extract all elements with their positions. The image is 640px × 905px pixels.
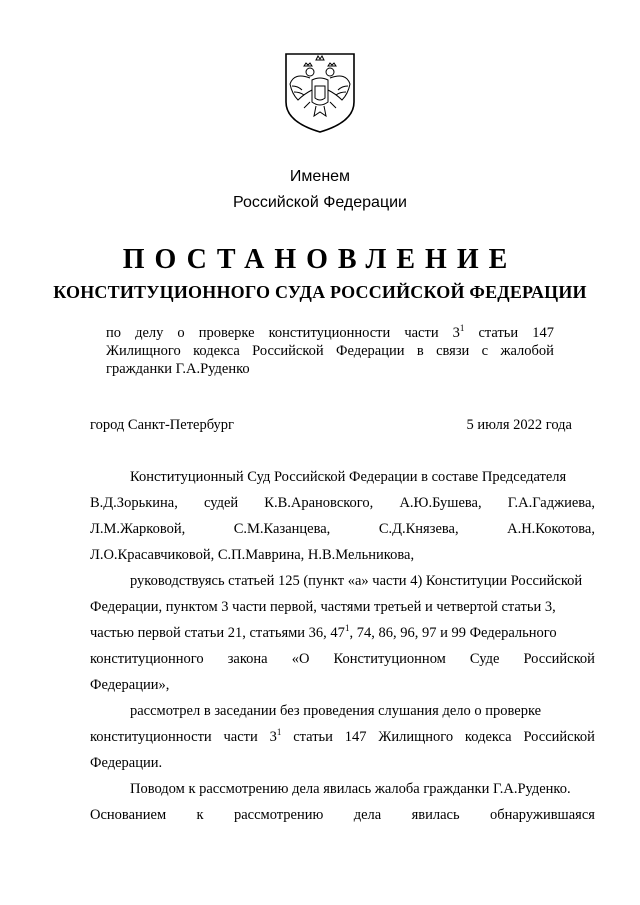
word: рассмотрению: [233, 807, 324, 823]
word: С.Д.Князева,: [378, 521, 459, 537]
document-subtitle: КОНСТИТУЦИОННОГО СУДА РОССИЙСКОЙ ФЕДЕРАЦИИ: [53, 282, 587, 302]
header-line-1: Именем: [289, 168, 351, 185]
word: Л.М.Жарковой,: [90, 521, 186, 537]
word: закона: [227, 651, 268, 667]
word: А.Н.Кокотова,: [507, 521, 595, 537]
word: Конституционном: [333, 651, 446, 667]
body-line: [90, 646, 595, 672]
body-line: Поводом к рассмотрению дела явилась жалоба гражданки Г.А.Руденко.: [130, 781, 571, 797]
word: $3^1$: [452, 323, 465, 341]
word: Российской: [523, 729, 595, 745]
word: Жилищного: [106, 343, 181, 359]
body-line: Федерации»,: [90, 677, 170, 693]
word: кодекса: [193, 343, 240, 359]
word: Федерации: [336, 343, 405, 359]
word: Основанием: [90, 807, 167, 823]
word: конституционности: [90, 729, 212, 745]
header-line-2: Российской Федерации: [233, 194, 407, 211]
word: проверке: [198, 325, 255, 341]
word: обнаружившаяся: [489, 807, 595, 823]
word: статьи: [478, 325, 519, 341]
word: С.М.Казанцева,: [233, 521, 331, 537]
word: Суде: [469, 651, 500, 667]
word: дела: [353, 807, 382, 823]
word: с: [481, 343, 489, 359]
word: $3^1$: [269, 727, 282, 745]
word: части: [404, 325, 439, 341]
case-line-2: [106, 342, 554, 360]
word: части: [223, 729, 258, 745]
body-line: [90, 490, 595, 516]
word: конституционного: [90, 651, 204, 667]
body-line: Конституционный Суд Российской Федерации в составе Председателя: [130, 469, 567, 485]
case-line-3: гражданки Г.А.Руденко: [106, 361, 250, 377]
body-line: Федерации.: [90, 755, 163, 771]
word: жалобой: [500, 343, 554, 359]
word: В.Д.Зорькина,: [90, 495, 178, 511]
body-line: рассмотрел в заседании без проведения слушания дело о проверке: [130, 703, 542, 719]
word: Российской: [252, 343, 324, 359]
coat-of-arms-emblem: [280, 50, 360, 134]
place-of-decision: город Санкт-Петербург: [90, 417, 235, 433]
word: к: [196, 807, 204, 823]
body-line: руководствуясь статьей 125 (пункт «а» части 4) Конституции Российской: [130, 573, 583, 589]
word: о: [177, 325, 185, 341]
body-line: [90, 724, 595, 750]
word: кодекса: [464, 729, 512, 745]
body-line: [90, 516, 595, 542]
word: по: [106, 325, 122, 341]
word: 147: [532, 325, 554, 341]
word: Жилищного: [378, 729, 454, 745]
word: статьи: [293, 729, 333, 745]
document-body: [90, 464, 595, 828]
word: Российской: [523, 651, 595, 667]
word: судей: [203, 495, 239, 511]
body-line: Л.О.Красавчиковой, С.П.Маврина, Н.В.Мельникова,: [90, 547, 415, 563]
word: делу: [135, 325, 164, 341]
date-of-decision: 5 июля 2022 года: [466, 417, 572, 433]
word: в: [416, 343, 424, 359]
case-line-1: [106, 324, 554, 342]
word: «О: [291, 651, 310, 667]
word: А.Ю.Бушева,: [399, 495, 482, 511]
word: явилась: [411, 807, 460, 823]
body-line: Федерации, пунктом 3 части первой, частями третьей и четвертой статьи 3,: [90, 599, 556, 615]
word: Г.А.Гаджиева,: [507, 495, 595, 511]
word: К.В.Арановского,: [264, 495, 374, 511]
case-description: [106, 324, 554, 378]
body-line: [90, 802, 595, 828]
document-title: ПОСТАНОВЛЕНИЕ: [122, 244, 518, 275]
word: связи: [436, 343, 470, 359]
word: конституционности: [268, 325, 391, 341]
word: 147: [344, 729, 367, 745]
body-line: частью первой статьи 21, статьями 36, $47^1$, 74, 86, 96, 97 и 99 Федерального: [90, 623, 557, 641]
